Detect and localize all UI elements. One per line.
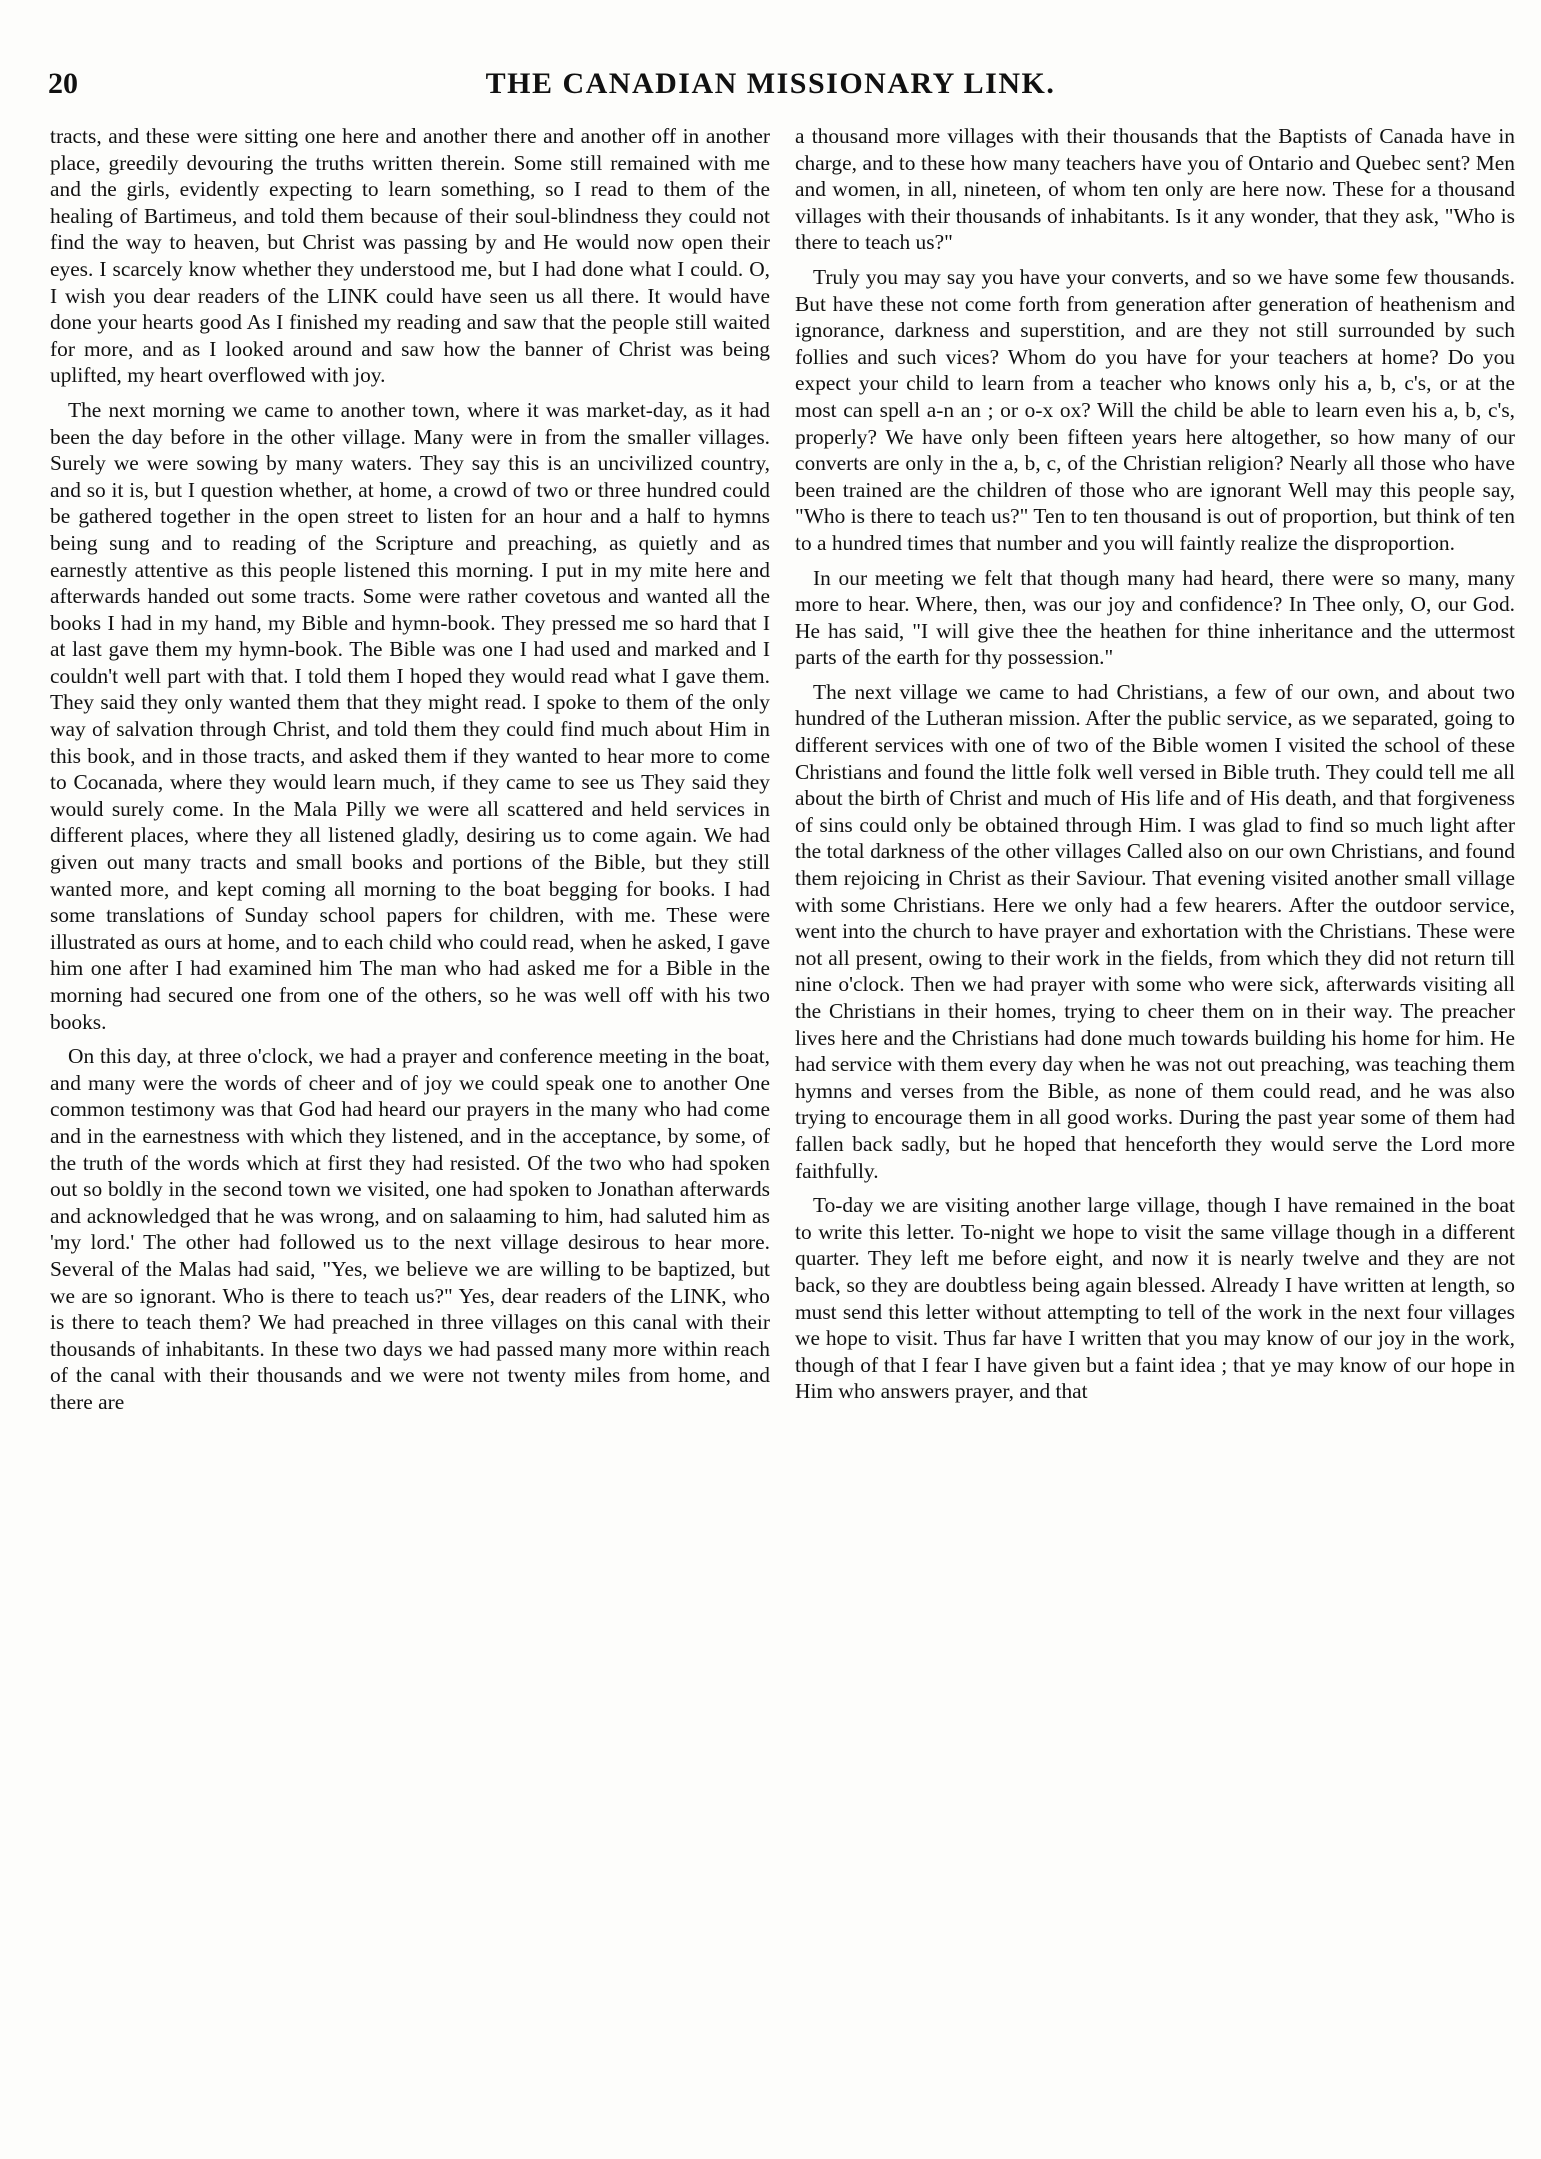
running-title: THE CANADIAN MISSIONARY LINK.	[485, 67, 1056, 100]
paragraph: tracts, and these were sitting one here and another there and another off in another place, greedily devouring the truths written therein. Some still remained with me and the girls, evidently expecting to learn something, so I read to them of the healing of Bartimeus, and told them because of their soul-blindness they could not find the way to heaven, but Christ was passing by and He would now open their eyes. I scarcely know whether they understood me, but I had done what I could. O, I wish you dear readers of the LINK could have seen us all there. It would have done your hearts good As I finished my reading and saw that the people still waited for more, and as I looked around and saw how the banner of Christ was being uplifted, my heart overflowed with joy.	[50, 124, 770, 388]
paragraph: On this day, at three o'clock, we had a prayer and conference meeting in the boat, and many were the words of cheer and of joy we could speak one to another One common testimony was that God had heard our prayers in the many who had come and in the earnestness with which they listened, and in the acceptance, by some, of the truth of the words which at first they had resisted. Of the two who had spoken out so boldly in the second town we visited, one had spoken to Jonathan afterwards and acknowledged that he was wrong, and on salaaming to him, had saluted him as 'my lord.' The other had followed us to the next village desirous to hear more. Several of the Malas had said, "Yes, we believe we are willing to be baptized, but we are so ignorant. Who is there to teach us?" Yes, dear readers of the LINK, who is there to teach them? We had preached in three villages on this canal with their thousands of inhabitants. In these two days we had passed many more within reach of the canal with their thousands and we were not twenty miles from home, and there are	[50, 1044, 770, 1414]
paragraph: Truly you may say you have your converts, and so we have some few thousands. But have these not come forth from generation after generation of heathenism and ignorance, darkness and superstition, and are they not still surrounded by such follies and such vices? Whom do you have for your teachers at home? Do you expect your child to learn from a teacher who knows only his a, b, c's, or at the most can spell a-n an ; or o-x ox? Will the child be able to learn even his a, b, c's, properly? We have only been fifteen years here altogether, so how many of our converts are only in the a, b, c, of the Christian religion? Nearly all those who have been trained are the children of those who are ignorant Well may this people say, "Who is there to teach us?" Ten to ten thousand is out of proportion, but think of ten to a hundred times that number and you will faintly realize the disproportion.	[795, 264, 1515, 555]
paragraph: a thousand more villages with their thousands that the Baptists of Canada have in charge, and to these how many teachers have you of Ontario and Quebec sent? Men and women, in all, nineteen, of whom ten only are here now. These for a thousand villages with their thousands of inhabitants. Is it any wonder, that they ask, "Who is there to teach us?"	[795, 124, 1515, 255]
text-columns	[50, 123, 1515, 2133]
paragraph: The next village we came to had Christians, a few of our own, and about two hundred of the Lutheran mission. After the public service, as we separated, going to different services with one of two of the Bible women I visited the school of these Christians and found the little folk well versed in Bible truth. They could tell me all about the birth of Christ and much of His life and of His death, and that forgiveness of sins could only be obtained through Him. I was glad to find so much light after the total darkness of the other villages Called also on our own Christians, and found them rejoicing in Christ as their Saviour. That evening visited another small village with some Christians. Here we only had a few hearers. After the outdoor service, went into the church to have prayer and exhortation with the Christians. These were not all present, owing to their work in the fields, from which they did not return till nine o'clock. Then we had prayer with some who were sick, afterwards visiting all the Christians in their homes, trying to cheer them on in their way. The preacher lives here and the Christians had done much towards building his home for him. He had service with them every day when he was not out preaching, was teaching them hymns and verses from the Bible, as none of them could read, and he was also trying to encourage them in all good works. During the past year some of them had fallen back sadly, but he hoped that henceforth they would serve the Lord more faithfully.	[795, 679, 1515, 1183]
paragraph: To-day we are visiting another large village, though I have remained in the boat to write this letter. To-night we hope to visit the same village though in a different quarter. They left me before eight, and now it is nearly twelve and they are not back, so they are doubtless being again blessed. Already I have written at length, so must send this letter without attempting to tell of the work in the next four villages we hope to visit. Thus far have I written that you may know of our joy in the work, though of that I fear I have given but a faint idea ; that ye may know of our hope in Him who answers prayer, and that	[795, 1193, 1515, 1404]
paragraph: The next morning we came to another town, where it was market-day, as it had been the day before in the other village. Many were in from the smaller villages. Surely we were sowing by many waters. They say this is an uncivilized country, and so it is, but I question whether, at home, a crowd of two or three hundred could be gathered together in the open street to listen for an hour and a half to hymns being sung and to reading of the Scripture and preaching, as quietly and as earnestly attentive as this people listened this morning. I put in my mite here and afterwards handed out some tracts. Some were rather covetous and wanted all the books I had in my hand, my Bible and hymn-book. They pressed me so hard that I at last gave them my hymn-book. The Bible was one I had used and marked and I couldn't well part with that. I told them I hoped they would read what I gave them. They said they only wanted them that they might read. I spoke to them of the only way of salvation through Christ, and told them they could find much about Him in this book, and in those tracts, and asked them if they wanted to hear more to come to Cocanada, where they would learn much, if they came to see us They said they would surely come. In the Mala Pilly we were all scattered and held services in different places, where they all listened gladly, desiring us to come again. We had given out many tracts and small books and portions of the Bible, but they still wanted more, and kept coming all morning to the boat begging for books. I had some translations of Sunday school papers for children, with me. These were illustrated as ours at home, and to each child who could read, when he asked, I gave him one after I had examined him The man who had asked me for a Bible in the morning had secured one from one of the others, so he was well off with his two books.	[50, 397, 770, 1034]
right-column	[795, 123, 1515, 2133]
page-number: 20	[48, 67, 78, 100]
paragraph: In our meeting we felt that though many had heard, there were so many, many more to hear. Where, then, was our joy and confidence? In Thee only, O, our God. He has said, "I will give thee the heathen for thine inheritance and the uttermost parts of the earth for thy possession."	[795, 565, 1515, 670]
left-column	[50, 123, 770, 2133]
page-header	[48, 64, 1493, 104]
